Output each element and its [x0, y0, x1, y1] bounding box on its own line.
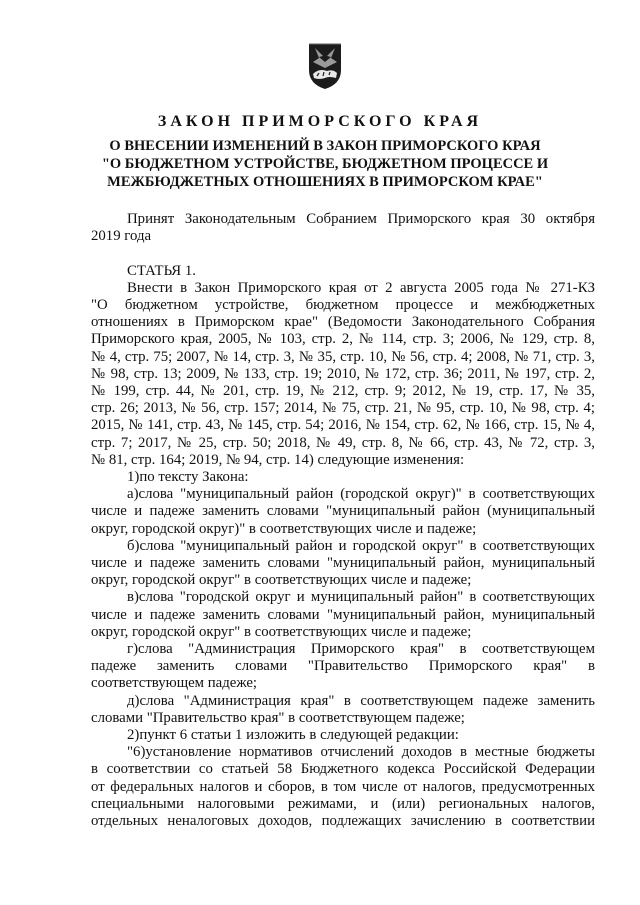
adoption-line: Принят Законодательным Собранием Приморского края 30 октября: [127, 211, 595, 227]
text-line: числе и падеже заменить словами "муниципальный район (муниципальный: [91, 503, 595, 520]
text-line: 1)по тексту Закона:: [127, 469, 249, 486]
text-line: "О бюджетном устройстве, бюджетном процессе и межбюджетных: [91, 297, 595, 313]
law-body: [91, 211, 595, 830]
text-line: от федеральных налогов и сборов, в том числе от налогов, предусмотренных: [91, 778, 595, 795]
subtitle-line: "О БЮДЖЕТНОМ УСТРОЙСТВЕ, БЮДЖЕТНОМ ПРОЦЕССЕ И: [101, 156, 549, 172]
text-line: № 4, стр. 75; 2007, № 14, стр. 3, № 35, стр. 10, № 56, стр. 4; 2008, № 71, стр. 3,: [91, 348, 595, 365]
text-line: 2015, № 141, стр. 43, № 145, стр. 54; 2016, № 154, стр. 62, № 166, стр. 15, № 4,: [91, 417, 595, 434]
subtitle-line: О ВНЕСЕНИИ ИЗМЕНЕНИЙ В ЗАКОН ПРИМОРСКОГО КРАЯ: [109, 138, 541, 154]
text-line: округ, городской округ)" в соответствующих числе и падеже;: [91, 520, 477, 537]
article-heading: СТАТЬЯ 1.: [127, 262, 196, 279]
text-line: числе и падеже заменить словами "муниципальный район, муниципальный: [91, 606, 595, 623]
adoption-line: 2019 года: [91, 228, 152, 245]
text-line: числе и падеже заменить словами "муниципальный район, муниципальный: [91, 555, 595, 572]
text-line: № 98, стр. 13; 2009, № 133, стр. 19; 2010, № 172, стр. 36; 2011, № 197, стр. 2,: [91, 365, 595, 382]
text-line: специальными налоговыми режимами, и (или) региональных налогов,: [91, 795, 595, 812]
primorsky-coat-of-arms-icon: [307, 40, 343, 90]
text-line: стр. 26; 2013, № 56, стр. 157; 2014, № 75, стр. 21, № 95, стр. 10, № 98, стр. 4;: [91, 400, 595, 417]
text-line: стр. 7; 2017, № 25, стр. 50; 2018, № 49, стр. 8, № 66, стр. 43, № 72, стр. 3,: [91, 434, 595, 451]
text-line: б)слова "муниципальный район и городской округ" в соответствующих: [127, 537, 595, 554]
text-line: Внести в Закон Приморского края от 2 августа 2005 года № 271-КЗ: [127, 279, 595, 296]
text-line: № 81, стр. 164; 2019, № 94, стр. 14) следующие изменения:: [91, 451, 465, 468]
text-line: "6)установление нормативов отчислений доходов в местные бюджеты: [127, 744, 595, 761]
text-line: округ, городской округ" в соответствующих числе и падеже;: [91, 623, 472, 640]
text-line: падеже заменить словами "Правительство Приморского края" в: [91, 658, 595, 675]
text-line: соответствующем падеже;: [91, 675, 258, 692]
text-line: г)слова "Администрация Приморского края" в соответствующем: [127, 641, 595, 658]
article-text: [91, 280, 595, 831]
text-line: в)слова "городской округ и муниципальный район" в соответствующих: [127, 589, 595, 606]
text-line: в соответствии со статьей 58 Бюджетного кодекса Российской Федерации: [91, 761, 595, 778]
text-line: словами "Правительство края" в соответствующем падеже;: [91, 709, 465, 726]
subtitle-line: МЕЖБЮДЖЕТНЫХ ОТНОШЕНИЯХ В ПРИМОРСКОМ КРАЕ": [107, 174, 543, 190]
text-line: д)слова "Администрация края" в соответствующем падеже заменить: [127, 692, 595, 709]
text-line: № 199, стр. 44, № 201, стр. 19, № 212, стр. 9; 2012, № 19, стр. 17, № 35,: [91, 383, 595, 400]
text-line: округ, городской округ" в соответствующих числе и падеже;: [91, 572, 472, 589]
law-title: ЗАКОН ПРИМОРСКОГО КРАЯ: [157, 113, 483, 130]
text-line: а)слова "муниципальный район (городской округ)" в соответствующих: [127, 486, 595, 503]
text-line: отдельных неналоговых доходов, подлежащих зачислению в соответствии: [91, 813, 595, 830]
law-subtitle: [80, 137, 570, 191]
text-line: 2)пункт 6 статьи 1 изложить в следующей редакции:: [127, 727, 459, 744]
text-line: отношениях в Приморском крае" (Ведомости Законодательного Собрания: [91, 314, 595, 331]
text-line: Приморского края, 2005, № 103, стр. 2, № 114, стр. 3; 2006, № 129, стр. 8,: [91, 331, 595, 348]
